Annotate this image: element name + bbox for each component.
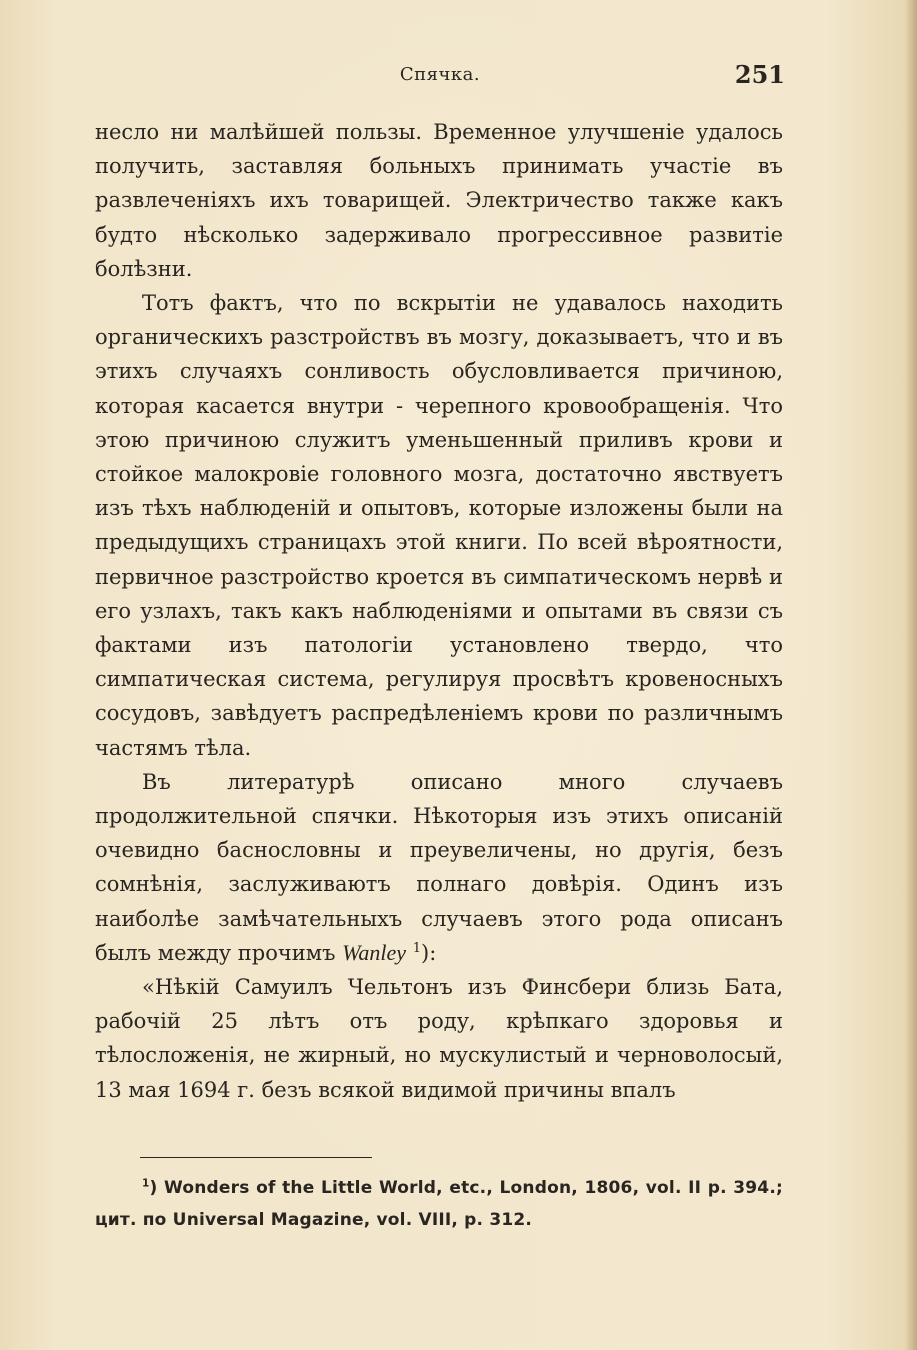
footnote-reference: 1 bbox=[412, 940, 422, 956]
paragraph-3-text: Въ литературѣ описано много случаевъ продолжительной спячки. Нѣкоторыя изъ этихъ описанiй очевидно баснословны и преувеличены, но другiя, безъ сомнѣнiя, заслуживаютъ полнаго довѣрiя. Одинъ изъ наиболѣе замѣчательныхъ случаевъ этого рода описанъ былъ между прочимъ bbox=[95, 769, 783, 965]
footnote-1 bbox=[95, 1172, 783, 1236]
page-number: 251 bbox=[734, 60, 785, 89]
footnote-text: ) Wonders of the Little World, etc., London, 1806, vol. II p. 394.; цит. по Universal Magazine, vol. VIII, p. 312. bbox=[95, 1178, 783, 1230]
footnote-mark: 1 bbox=[142, 1177, 150, 1190]
paragraph-4: «Нѣкiй Самуилъ Чельтонъ изъ Финсбери близь Бата, рабочiй 25 лѣтъ отъ роду, крѣпкаго здоровья и тѣлосложенiя, не жирный, но мускулистый и черноволосый, 13 мая 1694 г. безъ всякой видимой причины впалъ bbox=[95, 975, 783, 1102]
paragraph-3-tail: ): bbox=[421, 940, 437, 965]
running-head bbox=[95, 62, 785, 92]
page-edge-shadow bbox=[905, 0, 917, 1350]
paragraph-1: несло ни малѣйшей пользы. Временное улучшенiе удалось получить, заставляя больныхъ принимать участiе въ развлеченiяхъ ихъ товарищей. Электричество также какъ будто нѣсколько задерживало прогрессивное развитiе болѣзни. bbox=[95, 120, 783, 281]
body-text bbox=[95, 115, 783, 1107]
paragraph-3 bbox=[95, 765, 783, 970]
cited-author: Wanley bbox=[342, 939, 407, 965]
chapter-title: Спячка. bbox=[399, 64, 481, 85]
footnote-divider bbox=[140, 1157, 372, 1158]
footnotes bbox=[95, 1172, 783, 1236]
paragraph-2: Тотъ фактъ, что по вскрытiи не удавалось находить органическихъ разстройствъ въ мозгу, доказываетъ, что и въ этихъ случаяхъ сонливость обусловливается причиною, которая касается внутри - черепного кровообращенiя. Что этою причиною служитъ уменьшенный приливъ крови и стойкое малокровiе головного мозга, достаточно явствуетъ изъ тѣхъ наблюденiй и опытовъ, которые изложены были на предыдущихъ страницахъ этой книги. По всей вѣроятности, первичное разстройство кроется въ симпатическомъ нервѣ и его узлахъ, такъ какъ наблюденiями и опытами въ связи съ фактами изъ патологiи установлено твердо, что симпатическая система, регулируя просвѣтъ кровеносныхъ сосудовъ, завѣдуетъ распредѣленiемъ крови по различнымъ частямъ тѣла. bbox=[95, 291, 783, 760]
